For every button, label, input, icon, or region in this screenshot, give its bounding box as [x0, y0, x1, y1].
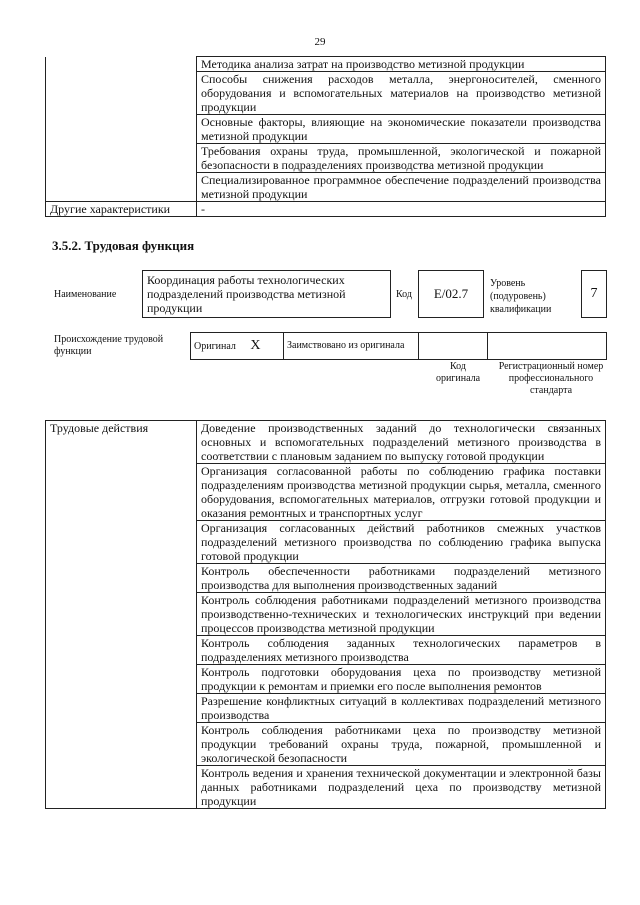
page-number: 29	[314, 36, 326, 48]
labor-action-cell: Организация согласованной работы по соблюдению графика поставки подразделениям производства метизной продукции сырья, металла, сменного оборудования, вспомогательных материалов, отгрузки готовой продукции и оказания ремонтных и транспортных услуг	[197, 464, 606, 521]
table-row	[46, 57, 606, 72]
name-label: Наименование	[54, 289, 117, 300]
labor-action-cell: Контроль подготовки оборудования цеха по производству метизной продукции к ремонтам и приемки его после выполнения ремонтов	[197, 665, 606, 694]
labor-action-cell: Контроль соблюдения заданных технологических параметров в подразделениях метизного производства	[197, 636, 606, 665]
labor-actions-table	[45, 420, 606, 809]
labor-action-cell: Контроль обеспеченности работниками подразделений метизного производства для выполнения производственных заданий	[197, 564, 606, 593]
table-row	[46, 202, 606, 217]
labor-actions-label: Трудовые действия	[46, 421, 197, 809]
origin-table	[190, 332, 607, 360]
original-label: Оригинал	[194, 340, 236, 352]
labor-action-cell: Разрешение конфликтных ситуаций в коллективах подразделений метизного производства	[197, 694, 606, 723]
original-code-cell	[419, 333, 488, 360]
original-mark: X	[250, 337, 261, 353]
other-characteristics-value: -	[197, 202, 606, 217]
labor-action-cell: Контроль соблюдения работниками цеха по производству метизной продукции требований охраны труда, пожарной, промышленной и экологической безопасности	[197, 723, 606, 766]
original-cell	[191, 333, 284, 360]
level-label: Уровень (подуровень) квалификации	[490, 278, 552, 315]
labor-action-cell: Организация согласованных действий работников смежных участков подразделений метизного производства по соблюдению графика выпуска готовой продукции	[197, 521, 606, 564]
knowledge-cell: Требования охраны труда, промышленной, экологической и пожарной безопасности в подразделениях производства метизной продукции	[197, 144, 606, 173]
other-characteristics-label: Другие характеристики	[46, 202, 197, 217]
registration-number-cell	[488, 333, 607, 360]
origin-label: Происхождение трудовой функции	[54, 334, 164, 357]
qualification-level: 7	[581, 270, 607, 318]
labor-action-cell: Контроль ведения и хранения технической документации и электронной базы данных работниками подразделений цеха по производству метизной продукции	[197, 766, 606, 809]
knowledge-table	[45, 56, 606, 217]
labor-action-cell: Контроль соблюдения работниками подразделений метизного производства производственно-технических и технологических инструкций при ведении процессов производства метизной продукции	[197, 593, 606, 636]
knowledge-cell: Методика анализа затрат на производство метизной продукции	[197, 57, 606, 72]
empty-label-cell	[46, 57, 197, 202]
registration-number-caption: Регистрационный номер профессионального стандарта	[498, 361, 604, 396]
knowledge-cell: Основные факторы, влияющие на экономические показатели производства метизной продукции	[197, 115, 606, 144]
table-row	[191, 333, 607, 360]
table-row	[46, 421, 606, 464]
knowledge-cell: Специализированное программное обеспечение подразделений производства метизной продукции	[197, 173, 606, 202]
knowledge-cell: Способы снижения расходов металла, энергоносителей, сменного оборудования и вспомогательных материалов на производство метизной продукции	[197, 72, 606, 115]
function-name: Координация работы технологических подразделений производства метизной продукции	[142, 270, 391, 318]
original-code-caption: Код оригинала	[435, 361, 481, 384]
function-code: E/02.7	[418, 270, 484, 318]
section-title: 3.5.2. Трудовая функция	[52, 238, 195, 253]
labor-action-cell: Доведение производственных заданий до технологически связанных основных и вспомогательных подразделений метизного производства в соответствии с плановым заданием по выпуску готовой продукции	[197, 421, 606, 464]
code-label: Код	[396, 289, 412, 300]
borrowed-label: Заимствовано из оригинала	[284, 333, 419, 360]
